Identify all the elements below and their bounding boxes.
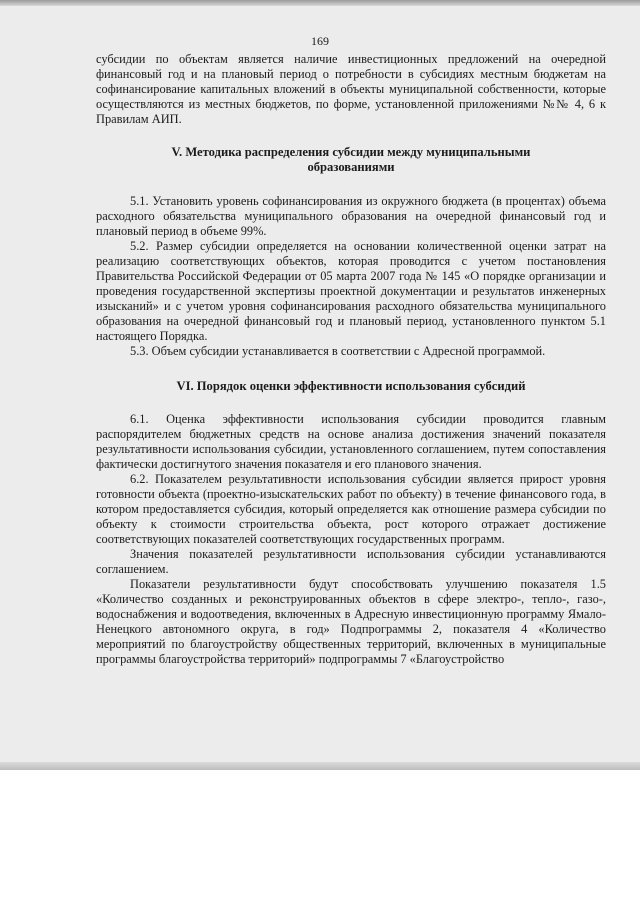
page-number: 169	[311, 34, 329, 48]
paragraph-6-values: Значения показателей результативности использования субсидии устанавливаются соглашением.	[96, 547, 606, 576]
scan-top-edge	[0, 0, 640, 6]
intro-paragraph: субсидии по объектам является наличие инвестиционных предложений на очередной финансовый год и на плановый период о потребности в субсидиях местным бюджетам на софинансирование капитальных вложений в объекты муниципальной собственности, которые осуществляются из местных бюджетов, по форме, установленной приложениями №№ 4, 6 к Правилам АИП.	[96, 52, 606, 126]
paragraph-5-3: 5.3. Объем субсидии устанавливается в соответствии с Адресной программой.	[130, 344, 546, 358]
scan-bottom-edge	[0, 762, 640, 770]
paragraph-6-2: 6.2. Показателем результативности использования субсидии является прирост уровня готовности объекта (проектно-изыскательских работ по объекту) в течение финансового года, в котором предоставляется субсидия, который определяется как отношение размера субсидии по объекту к стоимости строительства объекта, рост которого отражает достижение соответствующих показателей соответствующих государственных программ.	[96, 472, 606, 546]
section-5-title: V. Методика распределения субсидии между муниципальными образованиями	[171, 145, 531, 174]
paragraph-6-1: 6.1. Оценка эффективности использования субсидии проводится главным распорядителем бюджетных средств на основе анализа достижения значений показателя результативности использования субсидии, установленного соглашением, путем сопоставления фактически достигнутого значения показателя и его планового значения.	[96, 412, 606, 471]
paragraph-5-1: 5.1. Установить уровень софинансирования из окружного бюджета (в процентах) объема расходного обязательства муниципального образования на очередной финансовый год и плановый период в объеме 99%.	[96, 194, 606, 238]
paragraph-5-2: 5.2. Размер субсидии определяется на основании количественной оценки затрат на реализацию соответствующих объектов, которая проводится с учетом постановления Правительства Российской Федерации от 05 марта 2007 года № 145 «О порядке организации и проведения государственной экспертизы проектной документации и результатов инженерных изысканий» и с учетом уровня софинансирования расходного обязательства муниципального образования на очередной финансовый год и плановый период, установленного пунктом 5.1 настоящего Порядка.	[96, 239, 606, 343]
document-body	[96, 52, 606, 667]
section-6-title: VI. Порядок оценки эффективности использования субсидий	[176, 379, 526, 393]
paragraph-6-indicators: Показатели результативности будут способствовать улучшению показателя 1.5 «Количество созданных и реконструированных объектов в сфере электро-, тепло-, газо-, водоснабжения и водоотведения, включенных в Адресную инвестиционную программу Ямало-Ненецкого автономного округа, в год» Подпрограммы 2, показателя 4 «Количество мероприятий по благоустройству общественных территорий, включенных в муниципальные программы благоустройства территорий» подпрограммы 7 «Благоустройство	[96, 577, 606, 666]
